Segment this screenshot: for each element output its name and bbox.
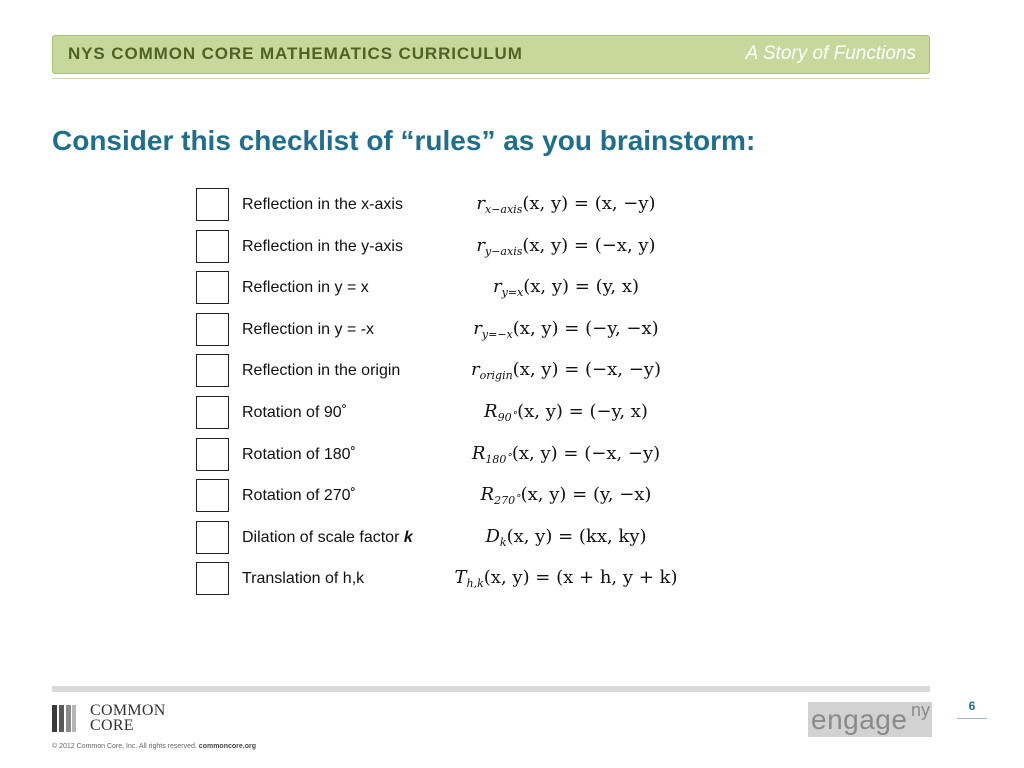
checklist-row (196, 228, 716, 270)
rule-label: Rotation of 90˚ (242, 403, 347, 421)
rule-formula: $r_{y=x}(x$, y) = (y, x) (492, 276, 639, 300)
rule-label: Reflection in the origin (242, 362, 401, 380)
header-divider (52, 78, 930, 79)
checkbox-rotation-180[interactable] (196, 438, 229, 471)
rule-formula: $R_{90˚}(x$, y) = (−y, x) (484, 400, 648, 424)
rule-formula: $r_{y-axis}(x$, y) = (−x, y) (476, 234, 656, 258)
checklist-row (196, 269, 716, 311)
checklist-row (196, 477, 716, 519)
page-number: 6 (968, 699, 976, 713)
rule-label: Reflection in the y-axis (242, 237, 403, 255)
rule-label: Reflection in y = x (242, 279, 369, 297)
copyright-link[interactable]: commoncore.org (198, 743, 256, 750)
checkbox-reflection-y-axis[interactable] (196, 230, 229, 263)
rule-label: Translation of h,k (242, 570, 365, 588)
rule-label: Rotation of 180˚ (242, 445, 356, 463)
module-title: A Story of Functions (745, 43, 916, 64)
checkbox-reflection-x-axis[interactable] (196, 188, 229, 221)
checkbox-reflection-y-equals-neg-x[interactable] (196, 313, 229, 346)
page-number-underline (957, 718, 987, 719)
checklist-row (196, 560, 716, 602)
header-bar (52, 35, 930, 74)
rule-formula: $r_{x-axis}(x$, y) = (x, −y) (476, 193, 656, 216)
common-core-logo-icon (52, 705, 76, 732)
slide-title: Consider this checklist of “rules” as you brainstorm: (52, 125, 756, 156)
checklist-row (196, 519, 716, 561)
curriculum-title: NYS COMMON CORE MATHEMATICS CURRICULUM (68, 44, 523, 63)
rule-formula: $r_{origin}(x$, y) = (−x, −y) (471, 359, 661, 383)
copyright: © 2012 Common Core, Inc. All rights reserved. commoncore.org (52, 743, 256, 750)
checklist-row (196, 436, 716, 478)
footer-divider (52, 686, 930, 692)
checkbox-reflection-y-equals-x[interactable] (196, 271, 229, 304)
common-core-logo-text: COMMON CORE (90, 702, 166, 734)
checkbox-rotation-270[interactable] (196, 479, 229, 512)
engageny-logo: engage ny (808, 702, 932, 737)
rule-label: Rotation of 270˚ (242, 487, 356, 505)
rule-label: Reflection in the x-axis (242, 196, 403, 213)
checkbox-reflection-origin[interactable] (196, 354, 229, 387)
rule-label: Dilation of scale factor k (242, 528, 413, 546)
rule-formula: $R_{270˚}(x$, y) = (y, −x) (480, 484, 652, 508)
rule-formula: $T_{h,k}(x$, y) = (x + h, y + k) (454, 567, 678, 591)
checklist (196, 186, 716, 602)
rule-formula: $r_{y=-x}(x$, y) = (−y, −x) (473, 317, 659, 341)
checklist-row (196, 352, 716, 394)
checkbox-translation[interactable] (196, 562, 229, 595)
checkbox-dilation[interactable] (196, 521, 229, 554)
checklist-row (196, 311, 716, 353)
rule-formula: $D_k(x$, y) = (kx, ky) (485, 525, 647, 549)
rule-formula: $R_{180˚}(x$, y) = (−x, −y) (471, 442, 661, 466)
checklist-row (196, 394, 716, 436)
checklist-row (196, 186, 716, 228)
checkbox-rotation-90[interactable] (196, 396, 229, 429)
rule-label: Reflection in y = -x (242, 320, 375, 338)
